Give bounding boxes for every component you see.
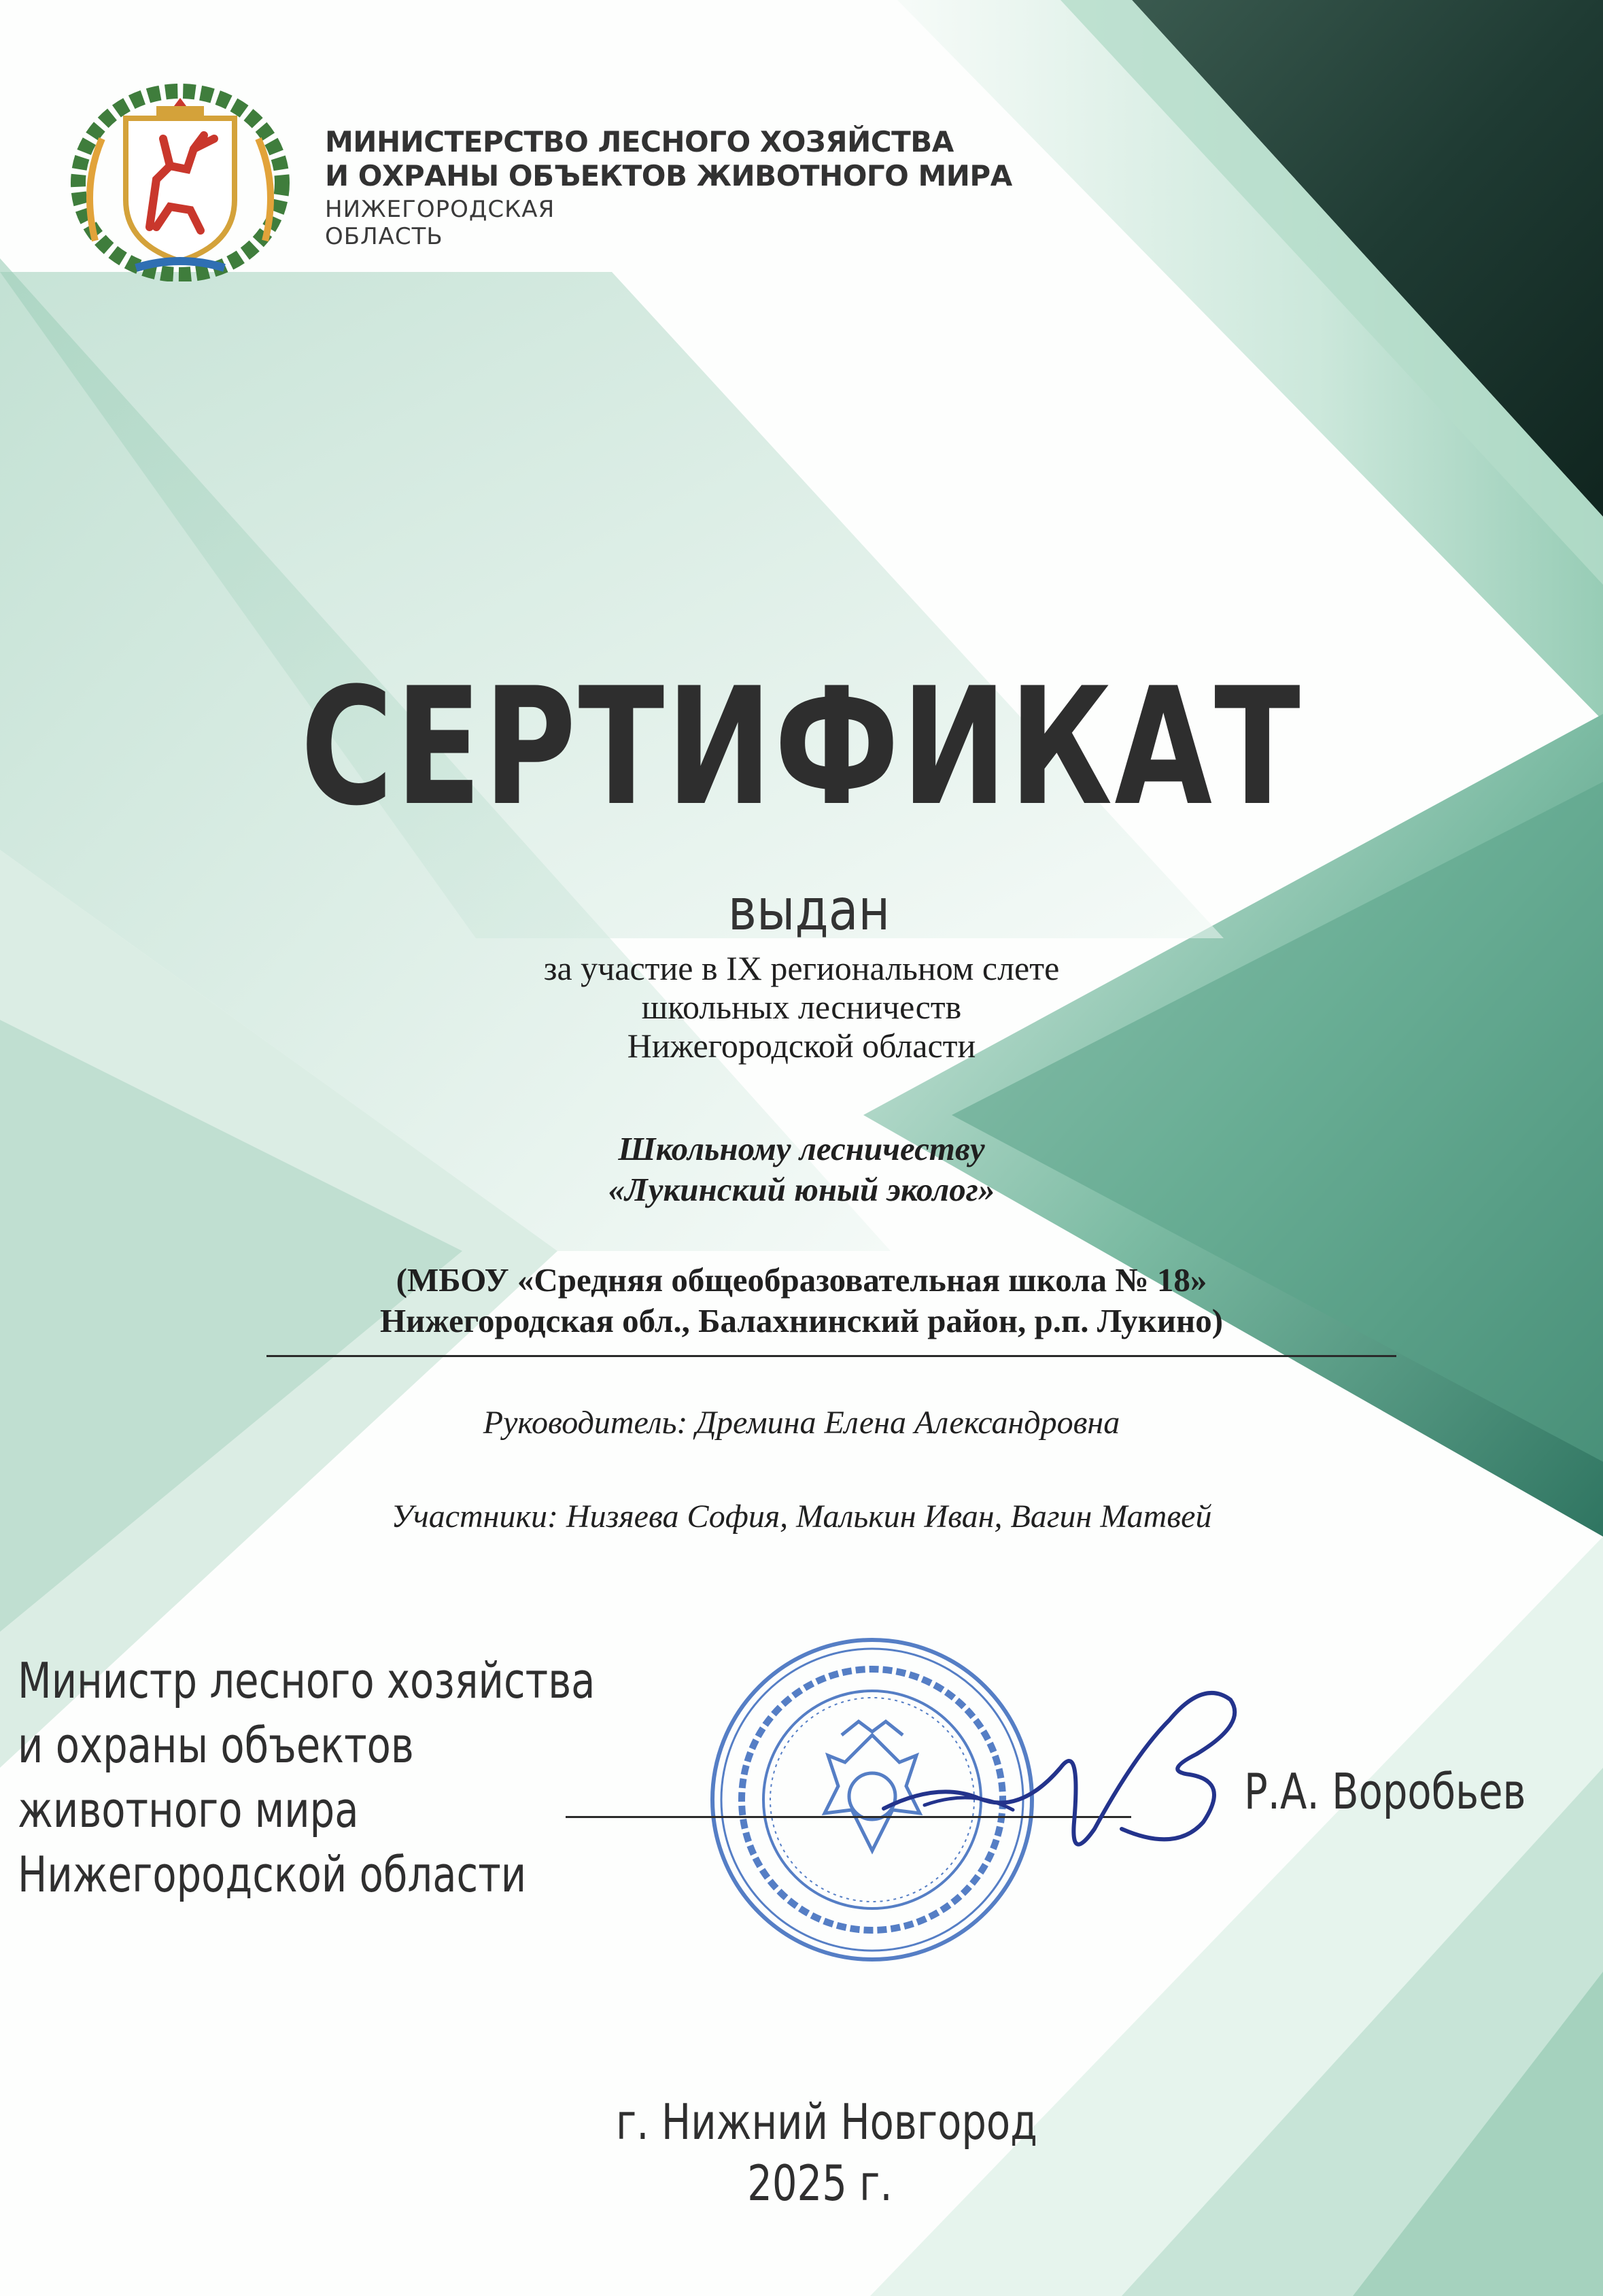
recipient-line-2: «Лукинский юный эколог»: [608, 1171, 995, 1208]
signer-name: Р.А. Воробьев: [1244, 1763, 1526, 1820]
minister-title-line-2: и охраны объектов: [18, 1717, 414, 1774]
award-reason-line-2: школьных лесничеств: [641, 988, 962, 1026]
school-details: [0, 1260, 1603, 1341]
award-reason-line-1: за участие в IX региональном слете: [543, 949, 1060, 987]
recipient-line-1: Школьному лесничеству: [618, 1130, 985, 1167]
leader-name: Руководитель: Дремина Елена Александровна: [483, 1405, 1120, 1441]
ministry-name-line-1: МИНИСТЕРСТВО ЛЕСНОГО ХОЗЯЙСТВА: [325, 125, 954, 158]
issue-year: 2025 г.: [747, 2155, 893, 2212]
handwritten-signature: [877, 1659, 1258, 1877]
ministry-name-line-2: И ОХРАНЫ ОБЪЕКТОВ ЖИВОТНОГО МИРА: [325, 159, 1012, 192]
minister-title-line-1: Министр лесного хозяйства: [18, 1652, 596, 1709]
participants-list: Участники: Низяева София, Малькин Иван, Вагин Матвей: [391, 1498, 1212, 1535]
region-name-line-2: ОБЛАСТЬ: [325, 223, 443, 250]
issued-label: выдан: [727, 876, 891, 943]
minister-title-line-4: Нижегородской области: [18, 1846, 527, 1903]
award-reason-line-3: Нижегородской области: [627, 1027, 976, 1065]
certificate-title: СЕРТИФИКАТ: [300, 653, 1303, 842]
region-name: [325, 196, 555, 250]
issue-city: г. Нижний Новгород: [616, 2093, 1037, 2151]
school-underline: [266, 1355, 1396, 1357]
school-line-2: Нижегородская обл., Балахнинский район, р.п. Лукино): [379, 1302, 1224, 1339]
award-reason: [0, 949, 1603, 1065]
region-name-line-1: НИЖЕГОРОДСКАЯ: [325, 196, 555, 223]
recipient-name: [0, 1129, 1603, 1210]
minister-title: [18, 1649, 595, 1907]
ministry-name: [325, 125, 1012, 193]
minister-title-line-3: животного мира: [18, 1781, 359, 1838]
coat-of-arms-logo: [68, 71, 292, 281]
school-line-1: (МБОУ «Средняя общеобразовательная школа № 18»: [396, 1261, 1207, 1299]
